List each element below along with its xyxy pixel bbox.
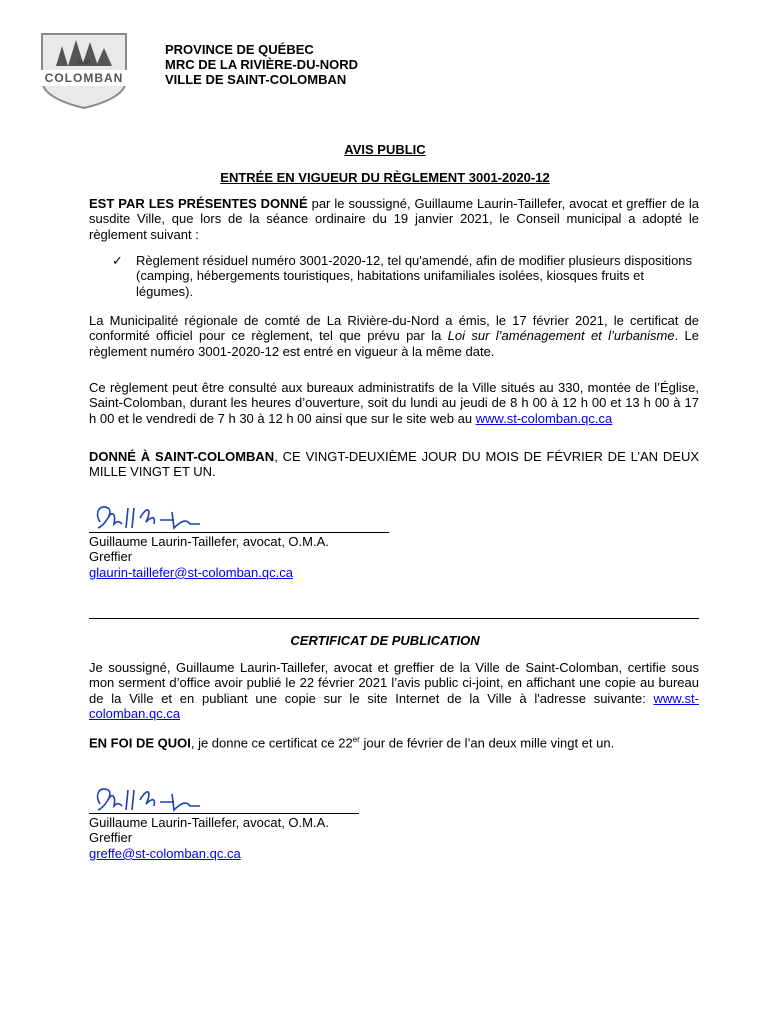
notice-paragraph-4 — [89, 449, 699, 480]
signature-line-1 — [89, 532, 389, 533]
checkmark-icon: ✓ — [112, 253, 123, 268]
certificate-p2-sup: er — [352, 735, 360, 744]
notice-p1-text: par le soussigné, Guillaume Laurin-Taillefer, avocat et greffier de la susdite Ville, que lors de la séance ordinaire du 19 janvier 2021, le Conseil municipal a adopté le règlement suivant : — [89, 196, 700, 242]
notice-p2-text-a: La Municipalité régionale de comté de La Rivière-du-Nord a émis, le 17 février 2021, le certificat de conformité officiel pour ce règlement, tel que prévu par la — [89, 313, 699, 344]
certificate-p2-text-a: , je donne ce certificat ce 22 — [190, 735, 353, 751]
notice-p3-text: Ce règlement peut être consulté aux bureaux administratifs de la Ville situés au 330, montée de l’Église, Saint-Colomban, durant les heures d’ouverture, soit du lundi au jeudi de 8 h 00 à 12 h 00 et 13 h 00 à 17 h 00 et le vendredi de 7 h 30 à 12 h 00 ainsi que sur le site web au — [89, 380, 699, 426]
section-divider — [89, 618, 699, 619]
certificate-title: CERTIFICAT DE PUBLICATION — [290, 633, 480, 648]
signature-block-2 — [89, 815, 329, 861]
notice-p1-bold: EST PAR LES PRÉSENTES DONNÉ — [89, 196, 308, 211]
certificate-p2-bold: EN FOI DE QUOI — [89, 735, 191, 751]
certificate-paragraph-2 — [89, 732, 699, 751]
city-logo — [34, 28, 134, 110]
notice-subtitle: ENTRÉE EN VIGUEUR DU RÈGLEMENT 3001-2020-12 — [220, 170, 550, 185]
notice-p2-text-b: . Le règlement numéro 3001-2020-12 est entré en vigueur à la même date. — [89, 328, 700, 359]
notice-title: AVIS PUBLIC — [344, 142, 426, 157]
website-link[interactable]: www.st-colomban.qc.ca — [475, 410, 613, 426]
notice-paragraph-1 — [89, 196, 699, 242]
signatory-name: Guillaume Laurin-Taillefer, avocat, O.M.A. — [89, 534, 329, 549]
certificate-p2-text-b: jour de février de l’an deux mille vingt et un. — [359, 735, 615, 751]
header-city: VILLE DE SAINT-COLOMBAN — [165, 72, 347, 87]
header-province: PROVINCE DE QUÉBEC — [165, 42, 314, 57]
certificate-website-link[interactable]: www.st-colomban.qc.ca — [89, 690, 699, 722]
notice-p2-law-title: Loi sur l’aménagement et l’urbanisme — [447, 328, 675, 344]
signatory-title: Greffier — [89, 549, 133, 565]
signatory-email-link[interactable]: glaurin-taillefer@st-colomban.qc.ca — [89, 564, 293, 580]
certificate-paragraph-1 — [89, 660, 699, 722]
bylaw-bullet-text: Règlement résiduel numéro 3001-2020-12, tel qu'amendé, afin de modifier plusieurs dispositions (camping, hébergements touristiques, habitations unifamiliales isolées, kiosques fruits et légumes). — [136, 253, 693, 299]
signature-block-1 — [89, 534, 329, 580]
logo-small-text: SAINT — [76, 60, 92, 66]
certificate-signatory-name: Guillaume Laurin-Taillefer, avocat, O.M.A. — [89, 815, 329, 830]
certificate-email-link[interactable]: greffe@st-colomban.qc.ca — [89, 845, 241, 861]
notice-paragraph-3 — [89, 380, 699, 426]
notice-p4-bold: DONNÉ À SAINT-COLOMBAN — [89, 449, 275, 464]
certificate-p1-text: Je soussigné, Guillaume Laurin-Taillefer, avocat et greffier de la Ville de Saint-Colomban, certifie sous mon serment d’office avoir publié le 22 février 2021 l’avis public ci-joint, en affichant une copie au bureau de la Ville et en publiant une copie sur le site Internet de la Ville à l'adresse suivante: — [89, 660, 699, 706]
signature-line-2 — [89, 813, 359, 814]
notice-p4-text: , CE VINGT-DEUXIÈME JOUR DU MOIS DE FÉVRIER DE L’AN DEUX MILLE VINGT ET UN. — [89, 449, 700, 480]
certificate-signatory-title: Greffier — [89, 830, 133, 846]
header-mrc: MRC DE LA RIVIÈRE-DU-NORD — [165, 57, 359, 72]
notice-paragraph-2 — [89, 313, 699, 359]
letterhead — [165, 42, 358, 87]
logo-text: COLOMBAN — [44, 71, 124, 85]
